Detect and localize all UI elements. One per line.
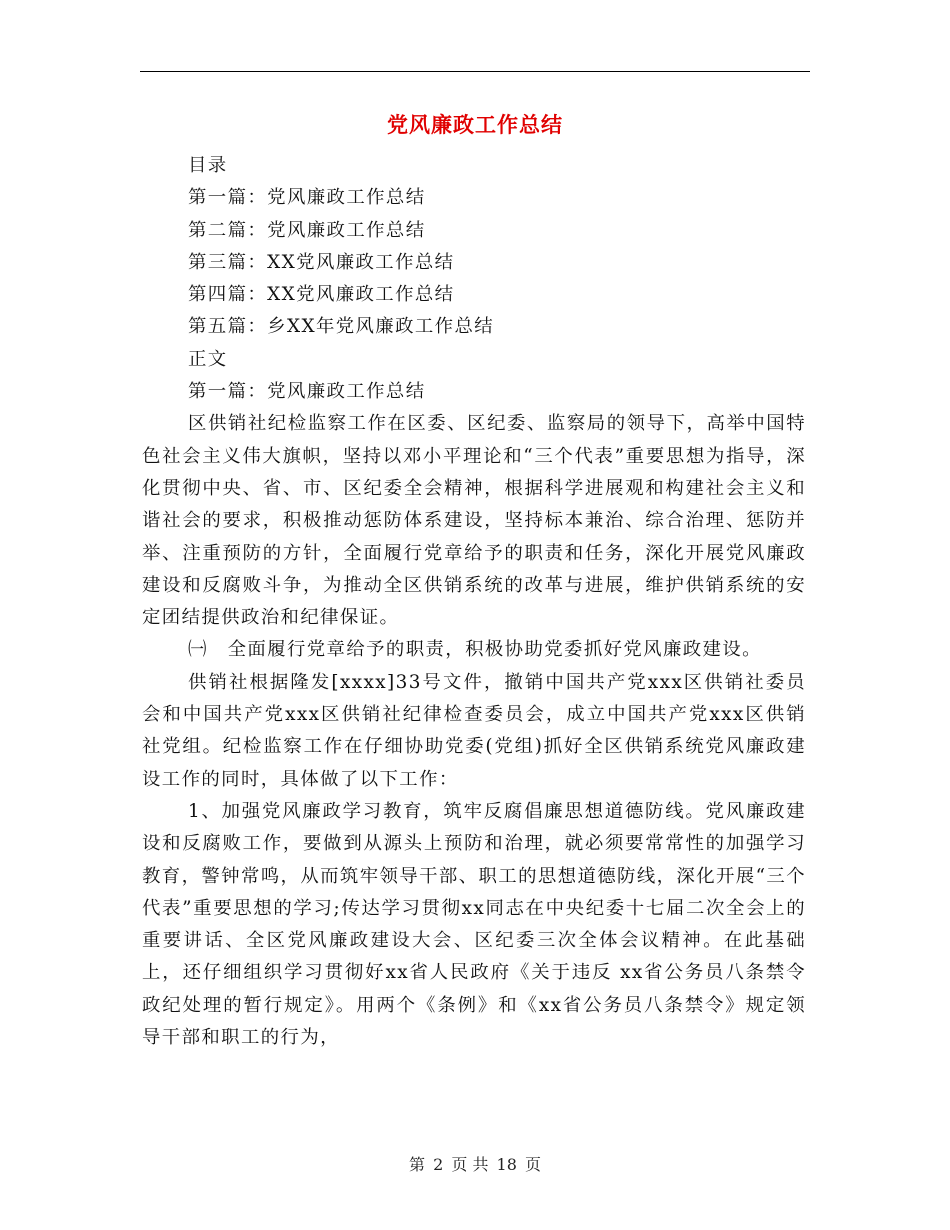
body-paragraph: 供销社根据隆发[xxxx]33号文件，撤销中国共产党xxx区供销社委员会和中国共产党xxx区供销社纪律检查委员会，成立中国共产党xxx区供销社党组。纪检监察工作在仔细协助党委(党组)抓好全区供销系统党风廉政建设工作的同时，具体做了以下工作： bbox=[142, 671, 806, 790]
footer-prefix: 第 bbox=[408, 1155, 425, 1174]
body-paragraph: 区供销社纪检监察工作在区委、区纪委、监察局的领导下，高举中国特色社会主义伟大旗帜，坚持以邓小平理论和“三个代表”重要思想为指导，深化贯彻中央、省、市、区纪委全会精神，根据科学进展观和构建社会主义和谐社会的要求，积极推动惩防体系建设，坚持标本兼治、综合治理、惩防并举、注重预防的方针，全面履行党章给予的职责和任务，深化开展党风廉政建设和反腐败斗争，为推动全区供销系统的改革与进展，维护供销系统的安定团结提供政治和纪律保证。 bbox=[142, 413, 806, 629]
toc-item: 第一篇：党风廉政工作总结 bbox=[188, 187, 426, 209]
section-title: 第一篇：党风廉政工作总结 bbox=[188, 381, 426, 403]
toc-item: 第三篇：XX党风廉政工作总结 bbox=[188, 251, 455, 273]
document-title: 党风廉政工作总结 bbox=[387, 112, 563, 137]
toc-heading: 目录 bbox=[188, 155, 228, 176]
total-page-count: 18 bbox=[496, 1155, 517, 1174]
header-rule bbox=[140, 71, 810, 72]
body-paragraph: 1、加强党风廉政学习教育，筑牢反腐倡廉思想道德防线。党风廉政建设和反腐败工作，要做到从源头上预防和治理，就必须要常常性的加强学习教育，警钟常鸣，从而筑牢领导干部、职工的思想道德防线，深化开展“三个代表”重要思想的学习;传达学习贯彻xx同志在中央纪委十七届二次全会上的重要讲话、全区党风廉政建设大会、区纪委三次全体会议精神。在此基础上，还仔细组织学习贯彻好xx省人民政府《关于违反 xx省公务员八条禁令政纪处理的暂行规定》。用两个《条例》和《xx省公务员八条禁令》规定领导干部和职工的行为， bbox=[142, 800, 806, 1049]
footer-middle: 页 共 bbox=[451, 1155, 489, 1174]
toc-item: 第五篇：乡XX年党风廉政工作总结 bbox=[188, 316, 495, 338]
toc-item: 第四篇：XX党风廉政工作总结 bbox=[188, 284, 455, 306]
body-heading: 正文 bbox=[188, 348, 228, 370]
toc-item: 第二篇：党风廉政工作总结 bbox=[188, 219, 426, 241]
footer-suffix: 页 bbox=[525, 1155, 542, 1174]
document-body bbox=[142, 150, 806, 1054]
current-page-number: 2 bbox=[433, 1155, 444, 1174]
body-paragraph: ㈠ 全面履行党章给予的职责，积极协助党委抓好党风廉政建设。 bbox=[188, 639, 762, 661]
page-footer bbox=[0, 1154, 950, 1176]
